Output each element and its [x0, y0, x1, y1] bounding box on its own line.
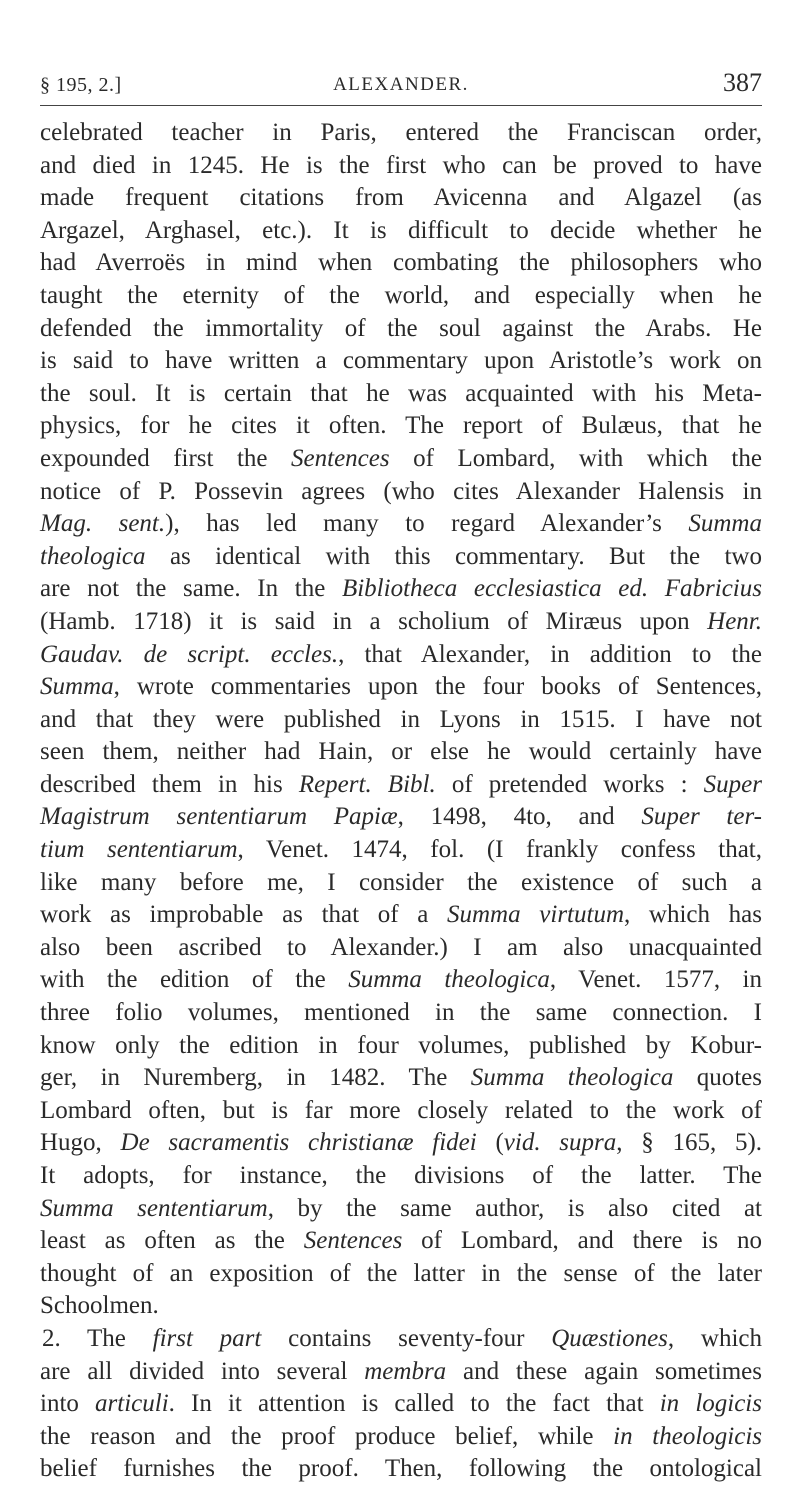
text-line: [40, 1095, 762, 1128]
text-line: [40, 1258, 762, 1291]
text-line: [40, 769, 762, 802]
text-line: [40, 1290, 762, 1323]
text-segment: , that Alexander, in addition to the: [338, 640, 762, 668]
running-head: [40, 62, 762, 102]
text-segment: of Lombard, with which the: [389, 444, 762, 472]
text-line: [40, 1421, 762, 1454]
text-segment: with the edition of the: [40, 966, 349, 994]
text-segment: the reason and the proof produce belief, while: [40, 1422, 614, 1450]
header-rule: [40, 105, 762, 106]
text-segment: as identical with this commentary. But the two: [145, 542, 762, 570]
text-line: [40, 1030, 762, 1063]
text-segment: made frequent citations from Avicenna and Algazel (as: [40, 184, 762, 212]
text-segment: and that they were published in Lyons in 1515. I have not: [40, 705, 762, 733]
text-line: [40, 117, 762, 150]
text-segment: seen them, neither had Hain, or else he would certainly have: [40, 738, 762, 766]
text-segment: Argazel, Arghasel, etc.). It is difficult to decide whether he: [40, 216, 762, 244]
text-line: [40, 704, 762, 737]
text-line: [40, 280, 762, 313]
text-segment: (: [476, 1129, 504, 1157]
text-segment: the soul. It is certain that he was acquainted with his Meta-: [40, 379, 762, 407]
italic-segment: Summa: [40, 673, 114, 701]
italic-segment: articuli: [95, 1390, 169, 1418]
italic-segment: tium sententiarum: [40, 836, 238, 864]
italic-segment: Summa sententiarum: [40, 1194, 268, 1222]
text-line: [40, 671, 762, 704]
italic-segment: Bibliotheca ecclesiastica ed. Fabricius: [341, 575, 762, 603]
italic-segment: theologica: [40, 542, 146, 570]
text-segment: three folio volumes, mentioned in the same connection. I: [40, 999, 762, 1027]
text-line: [40, 606, 762, 639]
italic-segment: Super: [703, 770, 762, 798]
section-reference: § 195, 2.]: [40, 74, 122, 96]
italic-segment: Quæstiones: [551, 1324, 668, 1352]
text-line: [40, 964, 762, 997]
page-number: 387: [723, 68, 762, 97]
text-segment: belief furnishes the proof. Then, following the ontological: [40, 1455, 762, 1483]
text-segment: know only the edition in four volumes, published by Kobur-: [40, 1031, 762, 1059]
text-line: [40, 476, 762, 509]
italic-segment: membra: [364, 1357, 447, 1385]
text-segment: celebrated teacher in Paris, entered the Franciscan order,: [40, 119, 762, 146]
text-line: [40, 541, 762, 574]
italic-segment: Repert. Bibl.: [298, 770, 436, 798]
italic-segment: Summa virtutum: [447, 901, 624, 929]
text-line: [40, 1193, 762, 1226]
text-line: [40, 997, 762, 1030]
text-segment: also been ascribed to Alexander.) I am also unacquainted: [40, 933, 762, 961]
text-line: [40, 801, 762, 834]
text-segment: Hugo,: [40, 1129, 121, 1157]
text-line: [40, 932, 762, 965]
text-segment: , Venet. 1474, fol. (I frankly confess that,: [237, 836, 762, 864]
text-segment: had Averroës in mind when combating the philosophers who: [40, 249, 762, 277]
text-segment: , 1498, 4to, and: [397, 803, 642, 831]
italic-segment: De sacramentis christianæ fidei: [120, 1129, 477, 1157]
italic-segment: Sentences: [303, 1227, 403, 1255]
text-segment: ger, in Nuremberg, in 1482. The: [40, 1064, 471, 1092]
text-segment: are not the same. In the: [40, 575, 342, 603]
text-line: [40, 1388, 762, 1421]
italic-segment: vid. supra: [503, 1129, 617, 1157]
italic-segment: Mag. sent.: [40, 510, 166, 538]
text-segment: , § 165, 5).: [616, 1129, 763, 1157]
running-title: ALEXANDER.: [333, 74, 469, 95]
text-segment: , which: [667, 1324, 762, 1352]
text-line: [40, 1356, 762, 1389]
text-segment: is said to have written a commentary upon Aristotle’s work on: [40, 347, 762, 375]
text-line: [40, 1160, 762, 1193]
italic-segment: Magistrum sententiarum Papiæ: [40, 803, 398, 831]
text-line: [40, 736, 762, 769]
text-segment: (Hamb. 1718) it is said in a scholium of Miræus upon: [40, 607, 708, 635]
italic-segment: Summa theologica: [348, 966, 550, 994]
text-segment: 2. The: [42, 1324, 153, 1352]
text-segment: least as often as the: [40, 1227, 304, 1255]
text-segment: Schoolmen.: [40, 1292, 159, 1320]
text-segment: and these again sometimes: [446, 1357, 762, 1385]
text-segment: physics, for he cites it often. The report of Bulæus, that he: [40, 412, 762, 440]
text-line: [40, 1127, 762, 1160]
italic-segment: Super ter-: [641, 803, 762, 831]
text-segment: , Venet. 1577, in: [549, 966, 763, 994]
text-line: [40, 1062, 762, 1095]
text-segment: into: [40, 1390, 96, 1418]
text-segment: like many before me, I consider the existence of such a: [40, 868, 762, 896]
italic-segment: first part: [152, 1324, 262, 1352]
text-line: [40, 215, 762, 248]
text-segment: thought of an exposition of the latter in the sense of the later: [40, 1259, 762, 1287]
italic-segment: Gaudav. de script. eccles.: [40, 640, 339, 668]
text-segment: Lombard often, but is far more closely related to the work of: [40, 1096, 762, 1124]
text-line: [40, 899, 762, 932]
text-line: [40, 182, 762, 215]
text-line: [40, 247, 762, 280]
text-segment: notice of P. Possevin agrees (who cites Alexander Halensis in: [40, 477, 762, 505]
text-line: [40, 345, 762, 378]
text-segment: , wrote commentaries upon the four books of Sentences,: [113, 673, 762, 701]
text-segment: taught the eternity of the world, and especially when he: [40, 281, 762, 309]
italic-segment: in logicis: [659, 1390, 762, 1418]
body-text: [40, 117, 762, 1486]
text-line: [40, 1453, 762, 1486]
text-segment: contains seventy-four: [261, 1324, 552, 1352]
text-segment: , by the same author, is also cited at: [267, 1194, 762, 1222]
text-segment: defended the immortality of the soul against the Arabs. He: [40, 314, 762, 342]
text-segment: of pretended works :: [435, 770, 704, 798]
italic-segment: Summa: [688, 510, 762, 538]
text-line: [40, 1323, 762, 1356]
text-segment: expounded first the: [40, 444, 292, 472]
text-line: [40, 573, 762, 606]
text-segment: and died in 1245. He is the first who can be proved to have: [40, 151, 762, 179]
text-segment: It adopts, for instance, the divisions of the latter. The: [40, 1162, 762, 1189]
text-line: [40, 1225, 762, 1258]
text-line: [40, 834, 762, 867]
text-segment: work as improbable as that of a: [40, 901, 447, 929]
text-line: [40, 313, 762, 346]
text-segment: , which has: [624, 901, 763, 929]
text-line: [40, 150, 762, 183]
text-segment: are all divided into several: [40, 1357, 365, 1385]
text-line: [40, 443, 762, 476]
text-line: [40, 410, 762, 443]
text-segment: quotes: [673, 1064, 762, 1092]
italic-segment: in theologicis: [613, 1422, 762, 1450]
text-segment: ), has led many to regard Alexander’s: [165, 510, 689, 538]
text-segment: of Lombard, and there is no: [402, 1227, 763, 1255]
italic-segment: Sentences: [291, 444, 390, 472]
text-line: [40, 639, 762, 672]
text-segment: . In it attention is called to the fact that: [168, 1390, 660, 1418]
text-line: [40, 378, 762, 411]
text-line: [40, 867, 762, 900]
text-segment: described them in his: [40, 770, 299, 798]
italic-segment: Summa theologica: [470, 1064, 674, 1092]
italic-segment: Henr.: [707, 607, 762, 635]
text-line: [40, 508, 762, 541]
